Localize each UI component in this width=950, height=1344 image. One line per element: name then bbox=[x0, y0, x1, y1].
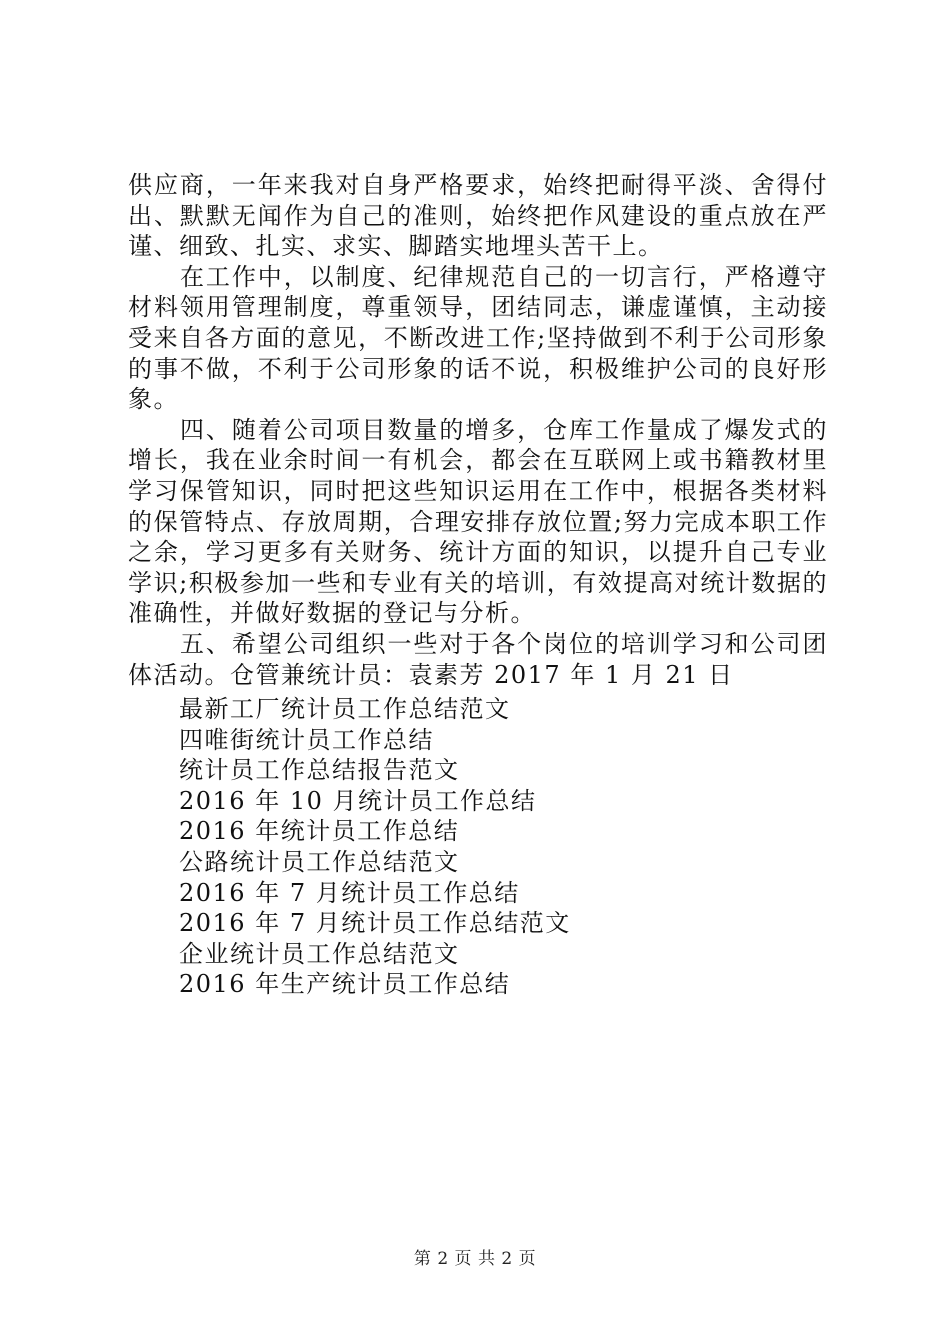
related-link-item[interactable]: 最新工厂统计员工作总结范文 bbox=[179, 695, 511, 723]
related-link-item[interactable]: 企业统计员工作总结范文 bbox=[179, 939, 460, 968]
related-link-item[interactable]: 2016 年统计员工作总结 bbox=[179, 817, 460, 846]
document-body bbox=[128, 170, 828, 690]
paragraph-work-conduct: 在工作中，以制度、纪律规范自己的一切言行，严格遵守材料领用管理制度，尊重领导，团结同志，谦虚谨慎，主动接受来自各方面的意见，不断改进工作;坚持做到不利于公司形象的事不做，不利于公司形象的话不说，积极维护公司的良好形象。 bbox=[128, 262, 828, 414]
related-link-item[interactable]: 公路统计员工作总结范文 bbox=[179, 847, 460, 876]
related-link-item[interactable]: 2016 年生产统计员工作总结 bbox=[179, 970, 511, 999]
related-links-list bbox=[179, 694, 799, 1000]
related-link-item[interactable]: 2016 年 7 月统计员工作总结范文 bbox=[179, 909, 571, 938]
related-link-item[interactable]: 统计员工作总结报告范文 bbox=[179, 756, 460, 785]
related-link-item[interactable]: 2016 年 7 月统计员工作总结 bbox=[179, 878, 520, 907]
paragraph-section-five: 五、希望公司组织一些对于各个岗位的培训学习和公司团体活动。仓管兼统计员：袁素芳 2017 年 1 月 21 日 bbox=[128, 629, 828, 689]
paragraph-continuation: 供应商，一年来我对自身严格要求，始终把耐得平淡、舍得付出、默默无闻作为自己的准则，始终把作风建设的重点放在严谨、细致、扎实、求实、脚踏实地埋头苦干上。 bbox=[128, 171, 828, 261]
paragraph-section-four: 四、随着公司项目数量的增多，仓库工作量成了爆发式的增长，我在业余时间一有机会，都会在互联网上或书籍教材里学习保管知识，同时把这些知识运用在工作中，根据各类材料的保管特点、存放周期，合理安排存放位置;努力完成本职工作之余，学习更多有关财务、统计方面的知识，以提升自己专业学识;积极参加一些和专业有关的培训，有效提高对统计数据的准确性，并做好数据的登记与分析。 bbox=[128, 415, 828, 628]
related-link-item[interactable]: 2016 年 10 月统计员工作总结 bbox=[179, 786, 537, 815]
page-number-footer: 第 2 页 共 2 页 bbox=[413, 1249, 537, 1269]
related-link-item[interactable]: 四唯街统计员工作总结 bbox=[179, 725, 434, 754]
